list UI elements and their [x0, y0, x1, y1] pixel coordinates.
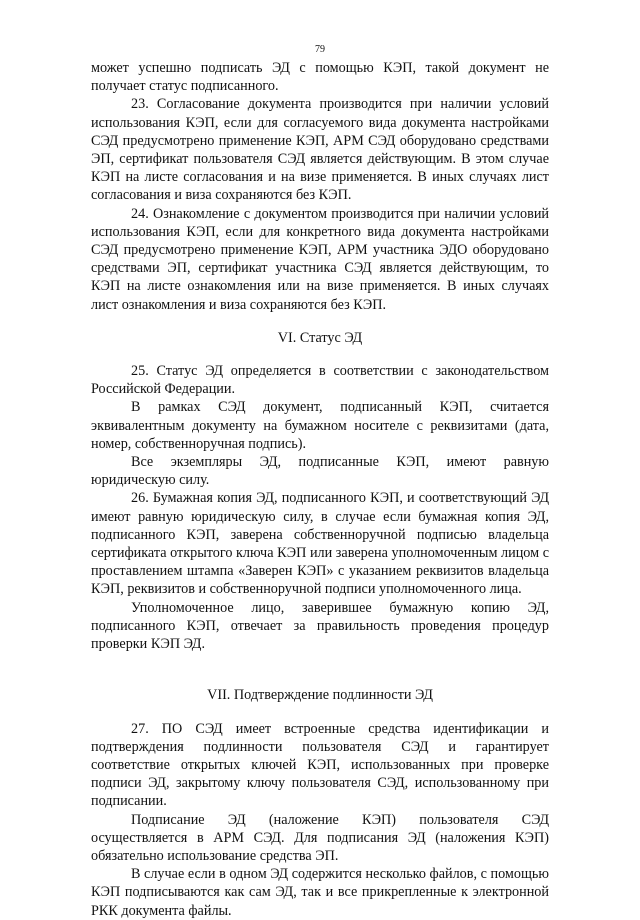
page-number: 79 — [315, 44, 325, 55]
paragraph: Все экземпляры ЭД, подписанные КЭП, имеют равную юридическую силу. — [91, 454, 549, 489]
paragraph-27: 27. ПО СЭД имеет встроенные средства идентификации и подтверждения подлинности пользователя СЭД и гарантирует соответствие открытых ключей КЭП, использованных при проверке подписи ЭД, закрытому ключу пользователя СЭД, использованному при подписании. — [91, 720, 549, 810]
paragraph-26: 26. Бумажная копия ЭД, подписанного КЭП, и соответствующий ЭД имеют равную юридическую силу, в случае если бумажная копия ЭД, подписанного КЭП, заверена собственноручной подписью владельца сертификата открытого ключа КЭП или заверена уполномоченным лицом с проставлением штампа «Заверен КЭП» с указанием реквизитов владельца КЭП, реквизитов и собственноручной подписи уполномоченного лица. — [91, 490, 549, 598]
paragraph: В рамках СЭД документ, подписанный КЭП, считается эквивалентным документу на бумажном носителе с реквизитами (дата, номер, собственноручная подпись). — [91, 399, 549, 452]
paragraph-24: 24. Ознакомление с документом производится при наличии условий использования КЭП, если для конкретного вида документа настройками СЭД предусмотрено применение КЭП, АРМ участника ЭДО оборудовано средствами ЭП, сертификат участника СЭД является действующим, то КЭП на листе ознакомления или на визе применяется. В иных случаях лист ознакомления и виза сохраняются без КЭП. — [91, 205, 549, 313]
paragraph-25: 25. Статус ЭД определяется в соответствии с законодательством Российской Федерации. — [91, 363, 549, 398]
section-heading-vii: VII. Подтверждение подлинности ЭД — [207, 687, 433, 704]
paragraph-23: 23. Согласование документа производится при наличии условий использования КЭП, если для согласуемого вида документа настройками СЭД предусмотрено применение КЭП, АРМ СЭД оборудовано средствами ЭП, сертификат пользователя СЭД является действующим. В этом случае КЭП на листе согласования и на визе применяется. В иных случаях лист согласования и виза сохраняются без КЭП. — [91, 96, 549, 204]
paragraph: может успешно подписать ЭД с помощью КЭП, такой документ не получает статус подписанного. — [91, 60, 549, 95]
paragraph: Подписание ЭД (наложение КЭП) пользователя СЭД осуществляется в АРМ СЭД. Для подписания ЭД (наложения КЭП) обязательно использование средства ЭП. — [91, 811, 549, 864]
section-heading-vi: VI. Статус ЭД — [277, 329, 363, 346]
paragraph: Уполномоченное лицо, заверившее бумажную копию ЭД, подписанного КЭП, отвечает за правильность проведения процедур проверки КЭП ЭД. — [91, 599, 549, 653]
page-content — [91, 59, 549, 920]
paragraph: В случае если в одном ЭД содержится несколько файлов, с помощью КЭП подписываются как сам ЭД, так и все прикрепленные к электронной РКК документа файлы. — [91, 866, 549, 919]
